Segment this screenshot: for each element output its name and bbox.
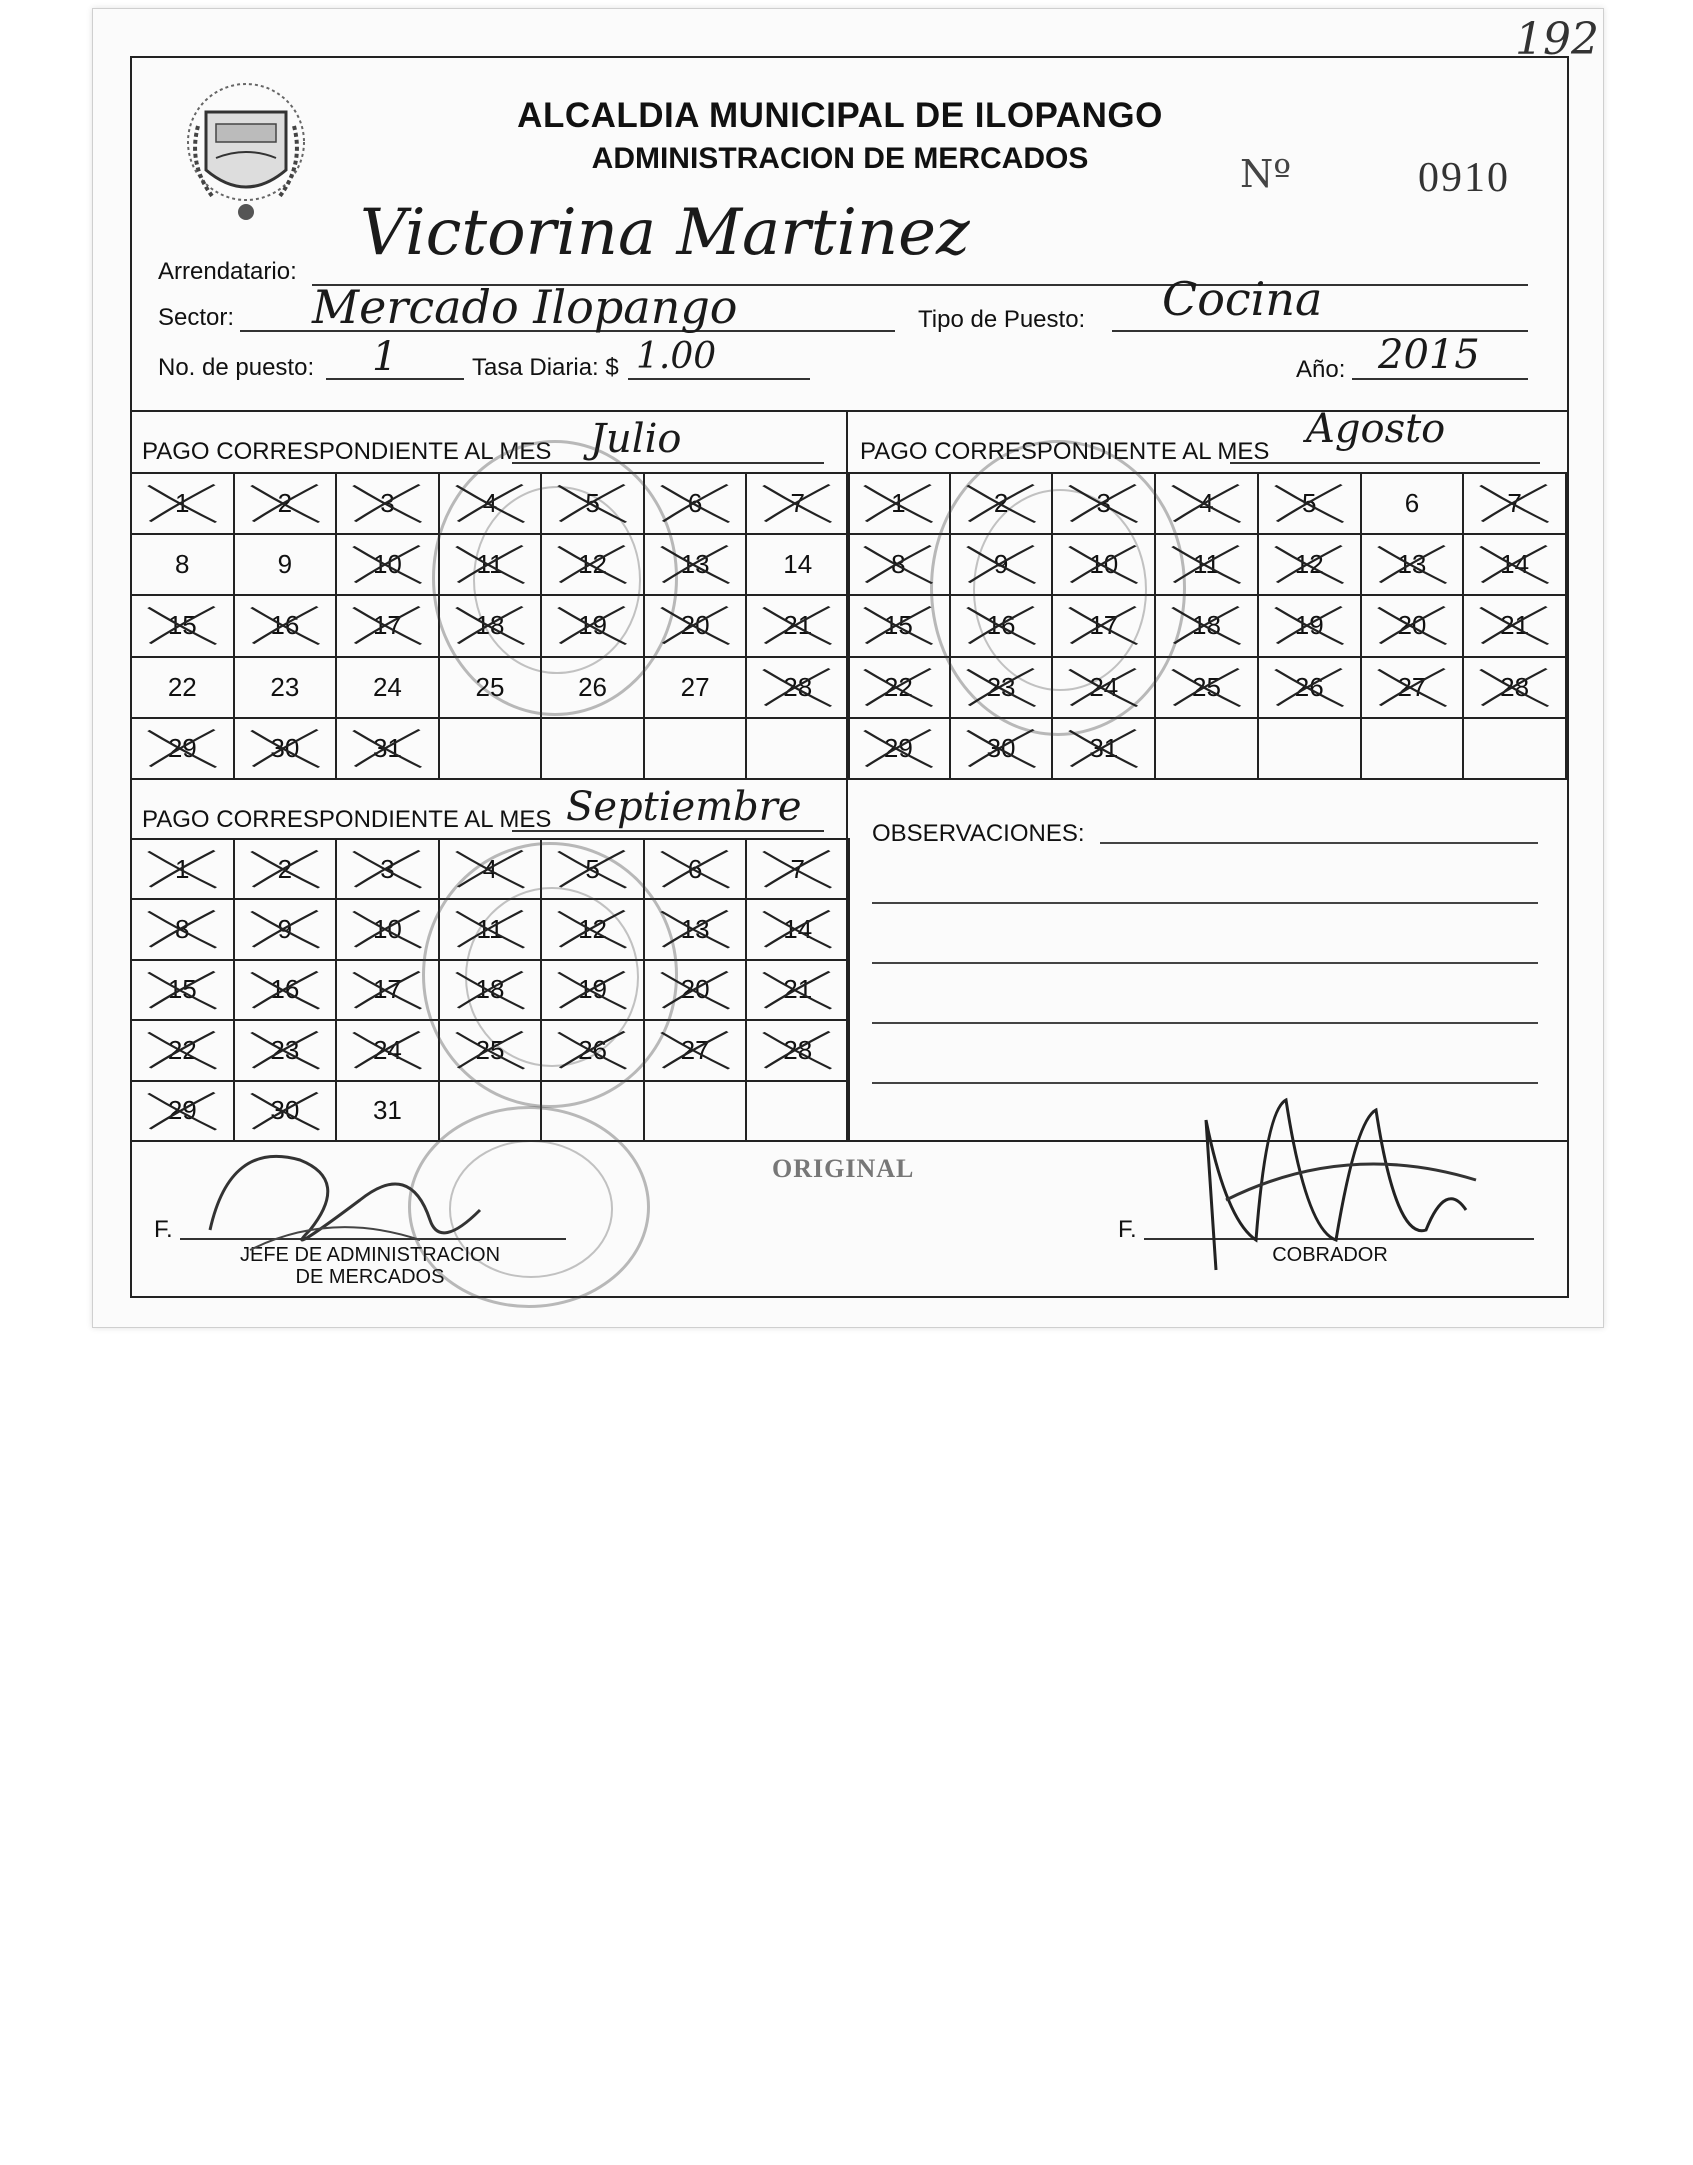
day-number: 20 [680, 610, 710, 641]
right-signature-title: COBRADOR [1272, 1244, 1388, 1266]
day-number: 25 [475, 671, 505, 702]
day-cell [951, 535, 1054, 596]
anio-label: Año: [1296, 356, 1346, 383]
day-cell [440, 961, 543, 1021]
day-number: 6 [1404, 488, 1420, 519]
month-1-value: Julio [590, 416, 682, 462]
day-cell [132, 1021, 235, 1081]
day-cell [645, 474, 748, 535]
day-cell [1053, 535, 1156, 596]
day-cell [747, 961, 850, 1021]
day-number: 9 [277, 549, 293, 580]
day-number: 10 [372, 914, 402, 945]
month-2-label: PAGO CORRESPONDIENTE AL MES [860, 438, 1270, 465]
day-cell [235, 719, 338, 780]
day-cell [848, 535, 951, 596]
original-label: ORIGINAL [772, 1154, 915, 1183]
empty-day-cell [747, 719, 850, 780]
right-signature-prefix: F. [1118, 1216, 1137, 1243]
day-number: 27 [1397, 671, 1427, 702]
day-number: 8 [175, 549, 190, 580]
day-cell [235, 840, 338, 900]
tasa-diaria-line [628, 378, 810, 380]
day-cell [1053, 474, 1156, 535]
day-cell [440, 535, 543, 596]
day-cell [1156, 474, 1259, 535]
day-number: 11 [476, 549, 504, 580]
day-cell [848, 596, 951, 657]
day-cell [1259, 658, 1362, 719]
day-cell [1464, 596, 1567, 657]
day-number: 26 [1294, 671, 1324, 702]
day-number: 17 [1089, 610, 1119, 641]
day-cell [1156, 596, 1259, 657]
day-cell [747, 1021, 850, 1081]
day-number: 24 [1089, 671, 1119, 702]
day-cell [337, 719, 440, 780]
day-number: 5 [585, 853, 600, 884]
day-cell [440, 596, 543, 657]
day-cell [337, 840, 440, 900]
day-cell [337, 535, 440, 596]
day-number: 9 [277, 914, 293, 945]
day-number: 15 [883, 610, 913, 641]
day-number: 29 [883, 732, 913, 763]
day-number: 27 [680, 671, 710, 702]
day-cell [542, 474, 645, 535]
day-number: 7 [790, 853, 805, 884]
day-cell [337, 658, 440, 719]
arrendatario-value: Victorina Martinez [360, 196, 970, 270]
day-number: 28 [783, 671, 813, 702]
day-number: 3 [1096, 488, 1112, 519]
day-cell [1362, 474, 1465, 535]
corner-handwritten-number: 192 [1515, 14, 1599, 65]
day-number: 26 [578, 671, 608, 702]
day-number: 12 [578, 549, 608, 580]
day-cell [132, 900, 235, 960]
day-number: 28 [1500, 671, 1530, 702]
day-cell [645, 596, 748, 657]
empty-day-cell [1259, 719, 1362, 780]
day-number: 1 [175, 853, 190, 884]
day-cell [235, 900, 338, 960]
day-number: 19 [578, 974, 608, 1005]
month-2-day-grid [846, 472, 1567, 780]
day-cell [747, 658, 850, 719]
empty-day-cell [1362, 719, 1465, 780]
month-1-day-grid [130, 472, 850, 780]
day-number: 19 [578, 610, 608, 641]
day-cell [645, 961, 748, 1021]
day-number: 24 [372, 1034, 402, 1065]
day-number: 17 [372, 974, 402, 1005]
day-cell [440, 658, 543, 719]
empty-day-cell [1156, 719, 1259, 780]
day-number: 26 [578, 1034, 608, 1065]
day-number: 13 [680, 914, 710, 945]
day-number: 29 [167, 1095, 197, 1126]
day-cell [132, 596, 235, 657]
day-cell [132, 658, 235, 719]
day-number: 6 [687, 853, 703, 884]
day-number: 1 [175, 488, 190, 519]
day-cell [1156, 535, 1259, 596]
day-number: 25 [475, 1034, 505, 1065]
day-number: 13 [680, 549, 710, 580]
day-cell [440, 1021, 543, 1081]
day-cell [132, 961, 235, 1021]
day-number: 23 [986, 671, 1016, 702]
day-cell [1053, 596, 1156, 657]
day-cell [1362, 535, 1465, 596]
month-3-line [512, 830, 824, 832]
day-cell [542, 961, 645, 1021]
day-cell [1156, 658, 1259, 719]
day-cell [951, 596, 1054, 657]
day-cell [542, 1021, 645, 1081]
day-number: 10 [372, 549, 402, 580]
day-cell [337, 474, 440, 535]
month-3-label: PAGO CORRESPONDIENTE AL MES [142, 806, 552, 833]
day-number: 30 [270, 732, 300, 763]
day-number: 8 [891, 549, 906, 580]
sector-label: Sector: [158, 304, 235, 331]
day-cell [440, 900, 543, 960]
sector-value: Mercado Ilopango [312, 280, 738, 334]
day-number: 16 [270, 610, 300, 641]
day-number: 28 [783, 1034, 813, 1065]
day-cell [1464, 658, 1567, 719]
empty-day-cell [542, 719, 645, 780]
day-cell [645, 840, 748, 900]
left-signature-title-line-2: DE MERCADOS [295, 1266, 445, 1288]
day-number: 11 [476, 914, 504, 945]
day-number: 15 [167, 610, 197, 641]
empty-day-cell [645, 1082, 748, 1142]
day-cell [542, 900, 645, 960]
day-number: 6 [687, 488, 703, 519]
number-label: Nº [1240, 152, 1292, 196]
day-number: 11 [1192, 549, 1220, 580]
day-number: 17 [372, 610, 402, 641]
day-cell [235, 535, 338, 596]
document-number: 0910 [1418, 155, 1510, 201]
empty-day-cell [440, 719, 543, 780]
day-number: 2 [993, 488, 1009, 519]
day-cell [1464, 535, 1567, 596]
observaciones-line-2 [872, 902, 1538, 904]
day-number: 1 [891, 488, 906, 519]
day-number: 19 [1294, 610, 1324, 641]
day-number: 27 [680, 1034, 710, 1065]
day-number: 24 [372, 671, 402, 702]
empty-day-cell [747, 1082, 850, 1142]
day-number: 31 [372, 1095, 402, 1126]
day-cell [542, 658, 645, 719]
puesto-value: 1 [372, 334, 398, 380]
day-cell [1464, 474, 1567, 535]
day-number: 12 [1294, 549, 1324, 580]
puesto-label: No. de puesto: [158, 354, 315, 381]
day-number: 22 [167, 1034, 197, 1065]
day-cell [951, 658, 1054, 719]
empty-day-cell [1464, 719, 1567, 780]
day-cell [235, 596, 338, 657]
day-number: 29 [167, 732, 197, 763]
day-number: 2 [277, 488, 293, 519]
day-cell [1053, 719, 1156, 780]
day-number: 25 [1192, 671, 1221, 702]
day-number: 22 [167, 671, 197, 702]
day-number: 21 [783, 974, 813, 1005]
month-3-day-grid [130, 838, 850, 1142]
day-cell [747, 900, 850, 960]
day-number: 30 [270, 1095, 300, 1126]
day-cell [1362, 658, 1465, 719]
day-cell [848, 658, 951, 719]
day-cell [951, 474, 1054, 535]
day-number: 4 [1199, 488, 1214, 519]
day-number: 16 [986, 610, 1016, 641]
observaciones-line-1 [1100, 842, 1538, 844]
day-number: 20 [680, 974, 710, 1005]
day-number: 14 [783, 549, 813, 580]
day-cell [440, 474, 543, 535]
anio-line [1352, 378, 1528, 380]
day-cell [542, 535, 645, 596]
day-cell [848, 474, 951, 535]
day-number: 20 [1397, 610, 1427, 641]
month-1-label: PAGO CORRESPONDIENTE AL MES [142, 438, 552, 465]
day-cell [747, 535, 850, 596]
day-cell [951, 719, 1054, 780]
day-cell [337, 596, 440, 657]
right-signature-scribble-icon [1196, 1080, 1496, 1280]
day-number: 15 [167, 974, 197, 1005]
arrendatario-label: Arrendatario: [158, 258, 297, 285]
day-number: 22 [883, 671, 913, 702]
anio-value: 2015 [1378, 332, 1480, 378]
day-number: 31 [372, 732, 402, 763]
month-1-line [512, 462, 824, 464]
day-cell [337, 1021, 440, 1081]
day-number: 5 [1301, 488, 1317, 519]
day-number: 4 [482, 488, 498, 519]
tipo-puesto-value: Cocina [1162, 272, 1323, 326]
day-cell [235, 961, 338, 1021]
day-cell [747, 596, 850, 657]
day-number: 30 [986, 732, 1016, 763]
day-number: 2 [277, 853, 293, 884]
day-number: 4 [482, 853, 498, 884]
day-cell [747, 474, 850, 535]
day-number: 21 [783, 610, 813, 641]
day-number: 18 [475, 610, 505, 641]
day-number: 7 [790, 488, 805, 519]
day-cell [1259, 596, 1362, 657]
day-number: 13 [1397, 549, 1427, 580]
day-number: 18 [475, 974, 505, 1005]
day-cell [1053, 658, 1156, 719]
day-number: 14 [783, 914, 813, 945]
day-cell [645, 900, 748, 960]
day-number: 10 [1089, 549, 1119, 580]
day-cell [337, 961, 440, 1021]
day-number: 9 [993, 549, 1009, 580]
day-cell [132, 474, 235, 535]
day-cell [542, 596, 645, 657]
day-cell [1362, 596, 1465, 657]
day-cell [132, 535, 235, 596]
day-cell [1259, 535, 1362, 596]
day-number: 3 [380, 853, 395, 884]
day-number: 3 [380, 488, 395, 519]
tasa-diaria-value: 1.00 [636, 336, 717, 377]
tasa-diaria-label: Tasa Diaria: $ [472, 354, 619, 381]
day-number: 12 [578, 914, 608, 945]
day-cell [132, 719, 235, 780]
tipo-puesto-label: Tipo de Puesto: [918, 306, 1086, 333]
day-number: 7 [1507, 488, 1522, 519]
day-cell [747, 840, 850, 900]
day-cell [440, 840, 543, 900]
day-cell [848, 719, 951, 780]
day-number: 8 [175, 914, 190, 945]
month-2-line [1230, 462, 1540, 464]
municipality-title: ALCALDIA MUNICIPAL DE ILOPANGO [517, 96, 1163, 135]
day-number: 23 [270, 671, 300, 702]
day-number: 16 [270, 974, 300, 1005]
left-signature-title-line-1: JEFE DE ADMINISTRACION [239, 1244, 501, 1266]
observaciones-line-3 [872, 962, 1538, 964]
month-2-value: Agosto [1306, 406, 1446, 452]
day-cell [235, 1021, 338, 1081]
day-cell [645, 1021, 748, 1081]
day-number: 21 [1500, 610, 1530, 641]
left-signature-scribble-icon [190, 1120, 510, 1270]
day-number: 23 [270, 1034, 300, 1065]
day-cell [337, 900, 440, 960]
observaciones-label: OBSERVACIONES: [872, 820, 1085, 847]
observaciones-line-4 [872, 1022, 1538, 1024]
day-cell [542, 840, 645, 900]
department-subtitle: ADMINISTRACION DE MERCADOS [591, 142, 1089, 175]
day-cell [132, 840, 235, 900]
day-cell [235, 658, 338, 719]
left-signature-prefix: F. [154, 1216, 173, 1243]
day-number: 31 [1089, 732, 1119, 763]
day-cell [645, 658, 748, 719]
day-number: 14 [1500, 549, 1530, 580]
day-number: 18 [1192, 610, 1221, 641]
empty-day-cell [542, 1082, 645, 1142]
day-cell [645, 535, 748, 596]
day-cell [235, 474, 338, 535]
day-cell [1259, 474, 1362, 535]
month-3-value: Septiembre [566, 784, 802, 830]
day-number: 5 [585, 488, 600, 519]
empty-day-cell [645, 719, 748, 780]
